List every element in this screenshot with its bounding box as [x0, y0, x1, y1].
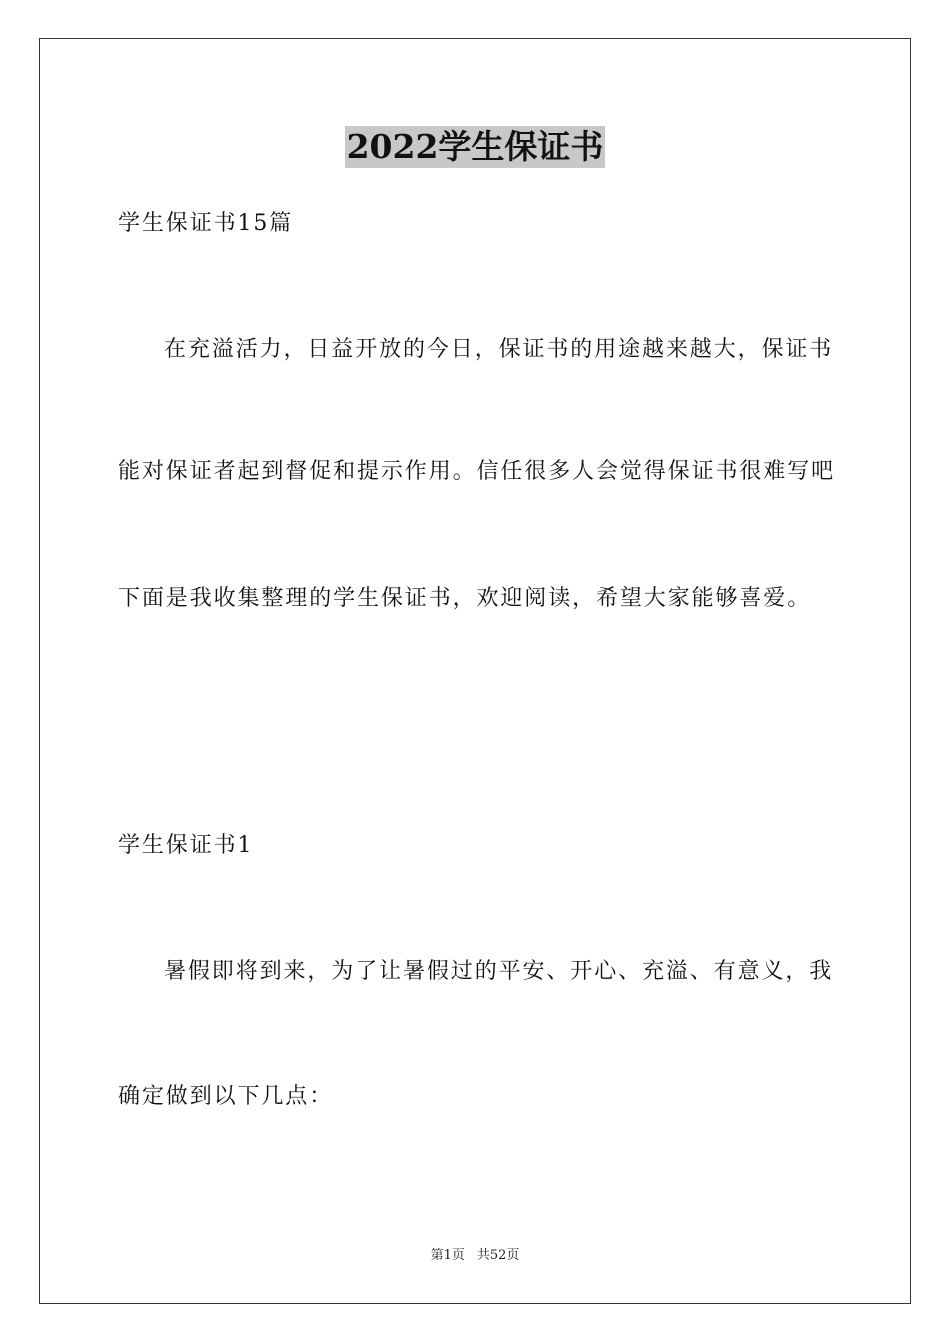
page-number: 第1页: [430, 1248, 465, 1263]
intro-line-3: 下面是我收集整理的学生保证书，欢迎阅读，希望大家能够喜爱。: [118, 586, 812, 611]
section-line-1: 暑假即将到来，为了让暑假过的平安、开心、充溢、有意义，我: [164, 959, 834, 984]
intro-line-2: 能对保证者起到督促和提示作用。信任很多人会觉得保证书很难写吧: [118, 459, 836, 484]
page-footer: [0, 1247, 950, 1265]
intro-line-1: 在充溢活力，日益开放的今日，保证书的用途越来越大，保证书: [164, 337, 834, 362]
document-subtitle: 学生保证书15篇: [118, 211, 294, 236]
document-title: 2022学生保证书: [346, 127, 604, 166]
section-heading: 学生保证书1: [118, 833, 254, 858]
page-total: 共52页: [476, 1248, 520, 1263]
title-container: [0, 126, 950, 168]
section-line-2: 确定做到以下几点：: [118, 1084, 334, 1109]
